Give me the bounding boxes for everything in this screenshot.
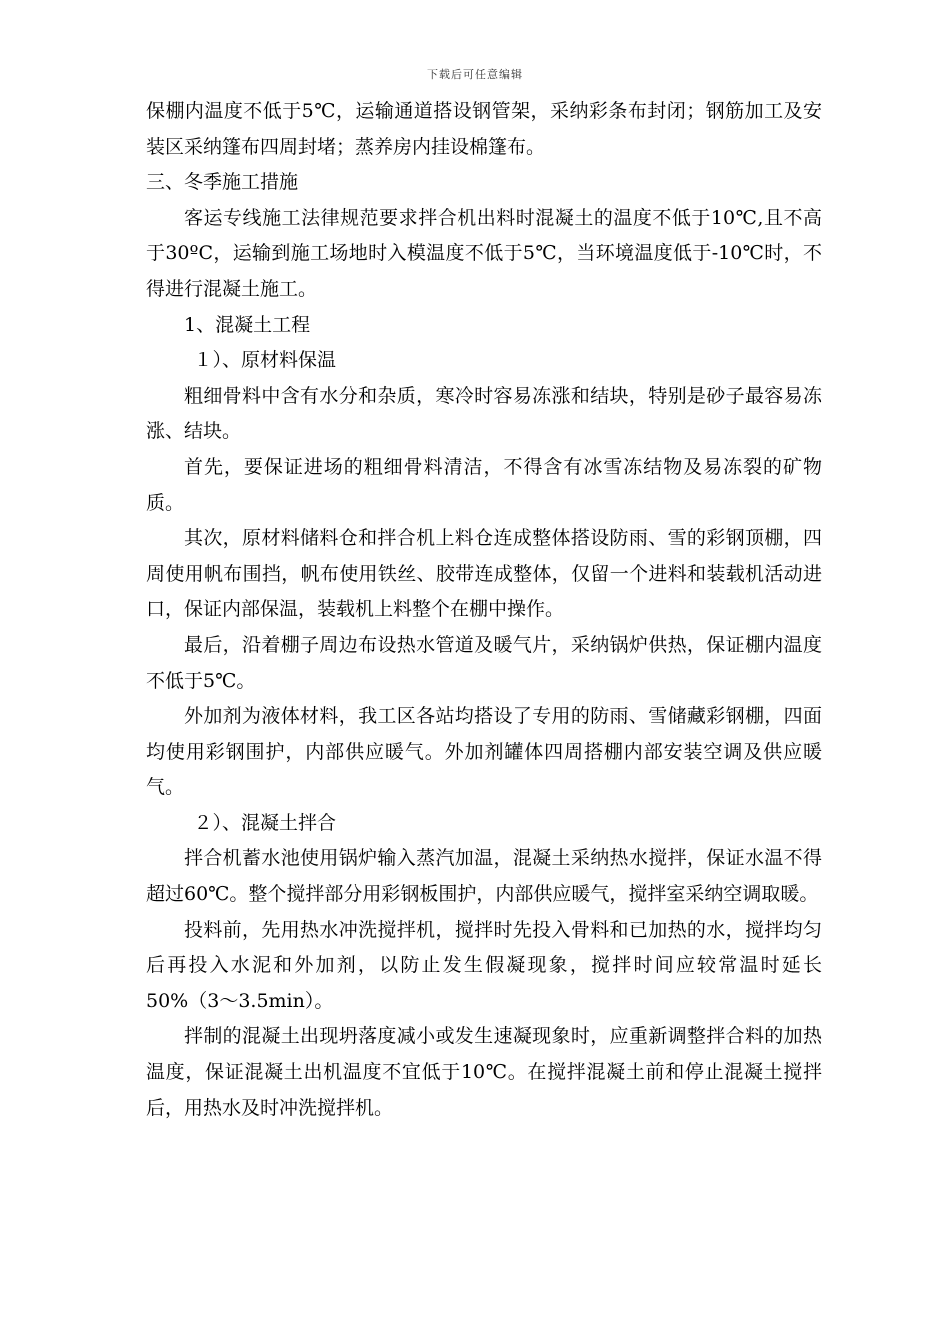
paragraph: 粗细骨料中含有水分和杂质，寒冷时容易冻涨和结块，特别是砂子最容易冻涨、结块。 (146, 384, 822, 443)
paragraph: 保棚内温度不低于5℃，运输通道搭设钢管架，采纳彩条布封闭；钢筋加工及安装区采纳篷布四周封堵；蒸养房内挂设棉篷布。 (146, 100, 822, 158)
paragraph: 外加剂为液体材料，我工区各站均搭设了专用的防雨、雪储藏彩钢棚，四面均使用彩钢围护，内部供应暖气。外加剂罐体四周搭棚内部安装空调及供应暖气。 (146, 705, 822, 799)
paragraph: 拌合机蓄水池使用锅炉输入蒸汽加温，混凝土采纳热水搅拌，保证水温不得超过60℃。整个搅拌部分用彩钢板围护，内部供应暖气，搅拌室采纳空调取暖。 (146, 847, 822, 906)
document-body (146, 94, 822, 1126)
page-header: 下载后可任意编辑 (427, 68, 523, 81)
section-heading: 三、冬季施工措施 (146, 171, 299, 194)
paragraph: 客运专线施工法律规范要求拌合机出料时混凝土的温度不低于10℃,且不高于30ºC，运输到施工场地时入模温度不低于5℃，当环境温度低于-10℃时，不得进行混凝土施工。 (146, 206, 822, 300)
paragraph: 投料前，先用热水冲洗搅拌机，搅拌时先投入骨料和已加热的水，搅拌均匀后再投入水泥和外加剂，以防止发生假凝现象，搅拌时间应较常温时延长50%（3～3.5min）。 (146, 918, 822, 1012)
subsection-heading: １）、原材料保温 (193, 349, 337, 372)
paragraph: 最后，沿着棚子周边布设热水管道及暖气片，采纳锅炉供热，保证棚内温度不低于5℃。 (146, 633, 822, 692)
paragraph: 其次，原材料储料仓和拌合机上料仓连成整体搭设防雨、雪的彩钢顶棚，四周使用帆布围挡，帆布使用铁丝、胶带连成整体，仅留一个进料和装载机活动进口，保证内部保温，装载机上料整个在棚中操作。 (146, 527, 822, 621)
subsection-heading: ２）、混凝土拌合 (193, 811, 337, 834)
paragraph: 拌制的混凝土出现坍落度减小或发生速凝现象时，应重新调整拌合料的加热温度，保证混凝土出机温度不宜低于10℃。在搅拌混凝土前和停止混凝土搅拌后，用热水及时冲洗搅拌机。 (146, 1025, 822, 1119)
paragraph: 首先，要保证进场的粗细骨料清洁，不得含有冰雪冻结物及易冻裂的矿物质。 (146, 455, 822, 514)
subsection-heading: 1、混凝土工程 (184, 313, 311, 336)
